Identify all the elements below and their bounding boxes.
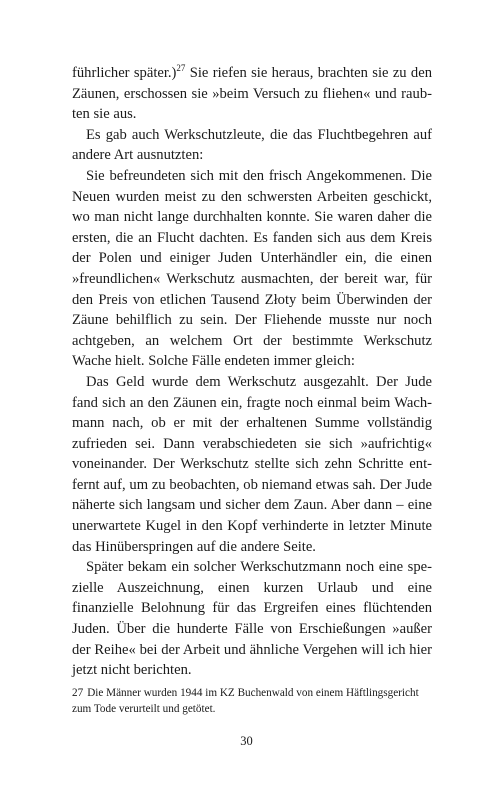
paragraph-1-start: führlicher später.) <box>72 65 177 81</box>
paragraph-5: Später bekam ein solcher Werkschutzmann noch eine spezielle Auszeichnung, einen kurzen Urlaub und eine finanzielle Belohnung für das Ergreifen eines flüchtenden Juden. Über die hunderte Fälle von Erschießungen »außer der Reihe« bei der Arbeit und ähnliche Vergehen will ich hier jetzt nicht berichten. <box>72 559 432 679</box>
footnote-text: Die Männer wurden 1944 im KZ Buchenwald von einem Häftlingsgericht zum Tode verurteilt und getötet. <box>72 687 419 715</box>
footnote <box>72 686 432 717</box>
main-text <box>72 63 432 681</box>
footnote-reference: 27 <box>176 63 186 74</box>
paragraph-1 <box>72 63 432 125</box>
footnote-number: 27 <box>72 687 84 699</box>
page-number: 30 <box>240 734 253 748</box>
paragraph-2: Es gab auch Werkschutzleute, die das Fluchtbegehren auf andere Art ausnutzten: <box>72 126 432 164</box>
paragraph-3: Sie befreundeten sich mit den frisch Angekommenen. Die Neuen wurden meist zu den schwersten Arbeiten geschickt, wo man nicht lange durchhalten konnte. Sie waren daher die ersten, die an Flucht dachten. Es fanden sich aus dem Kreis der Polen und einiger Juden Unterhändler ein, die einen »freundlichen« Werkschutz ausmachten, der bereit war, für den Preis von etlichen Tausend Złoty beim Überwinden der Zäune behilflich zu sein. Der Fliehende musste nur noch achtgeben, an welchem Ort der bestimmte Werkschutz Wache hielt. Solche Fälle endeten immer gleich: <box>72 167 432 370</box>
paragraph-1-rest: Sie riefen sie heraus, brachten sie zu den Zäunen, erschossen sie »beim Versuch zu fliehen« und raubten sie aus. <box>72 65 432 123</box>
paragraph-4: Das Geld wurde dem Werkschutz ausgezahlt. Der Jude fand sich an den Zäunen ein, fragte noch einmal beim Wachmann nach, ob er mit der erhaltenen Summe vollständig zufrieden sei. Dann verabschiedeten sie sich »aufrichtig« voneinander. Der Werkschutz stellte sich zehn Schritte entfernt auf, um zu beobachten, ob niemand etwas sah. Der Jude näherte sich langsam und sicher dem Zaun. Aber dann – eine unerwartete Kugel in den Kopf verhinderte in letzter Minute das Hinüberspringen auf die andere Seite. <box>72 373 432 555</box>
